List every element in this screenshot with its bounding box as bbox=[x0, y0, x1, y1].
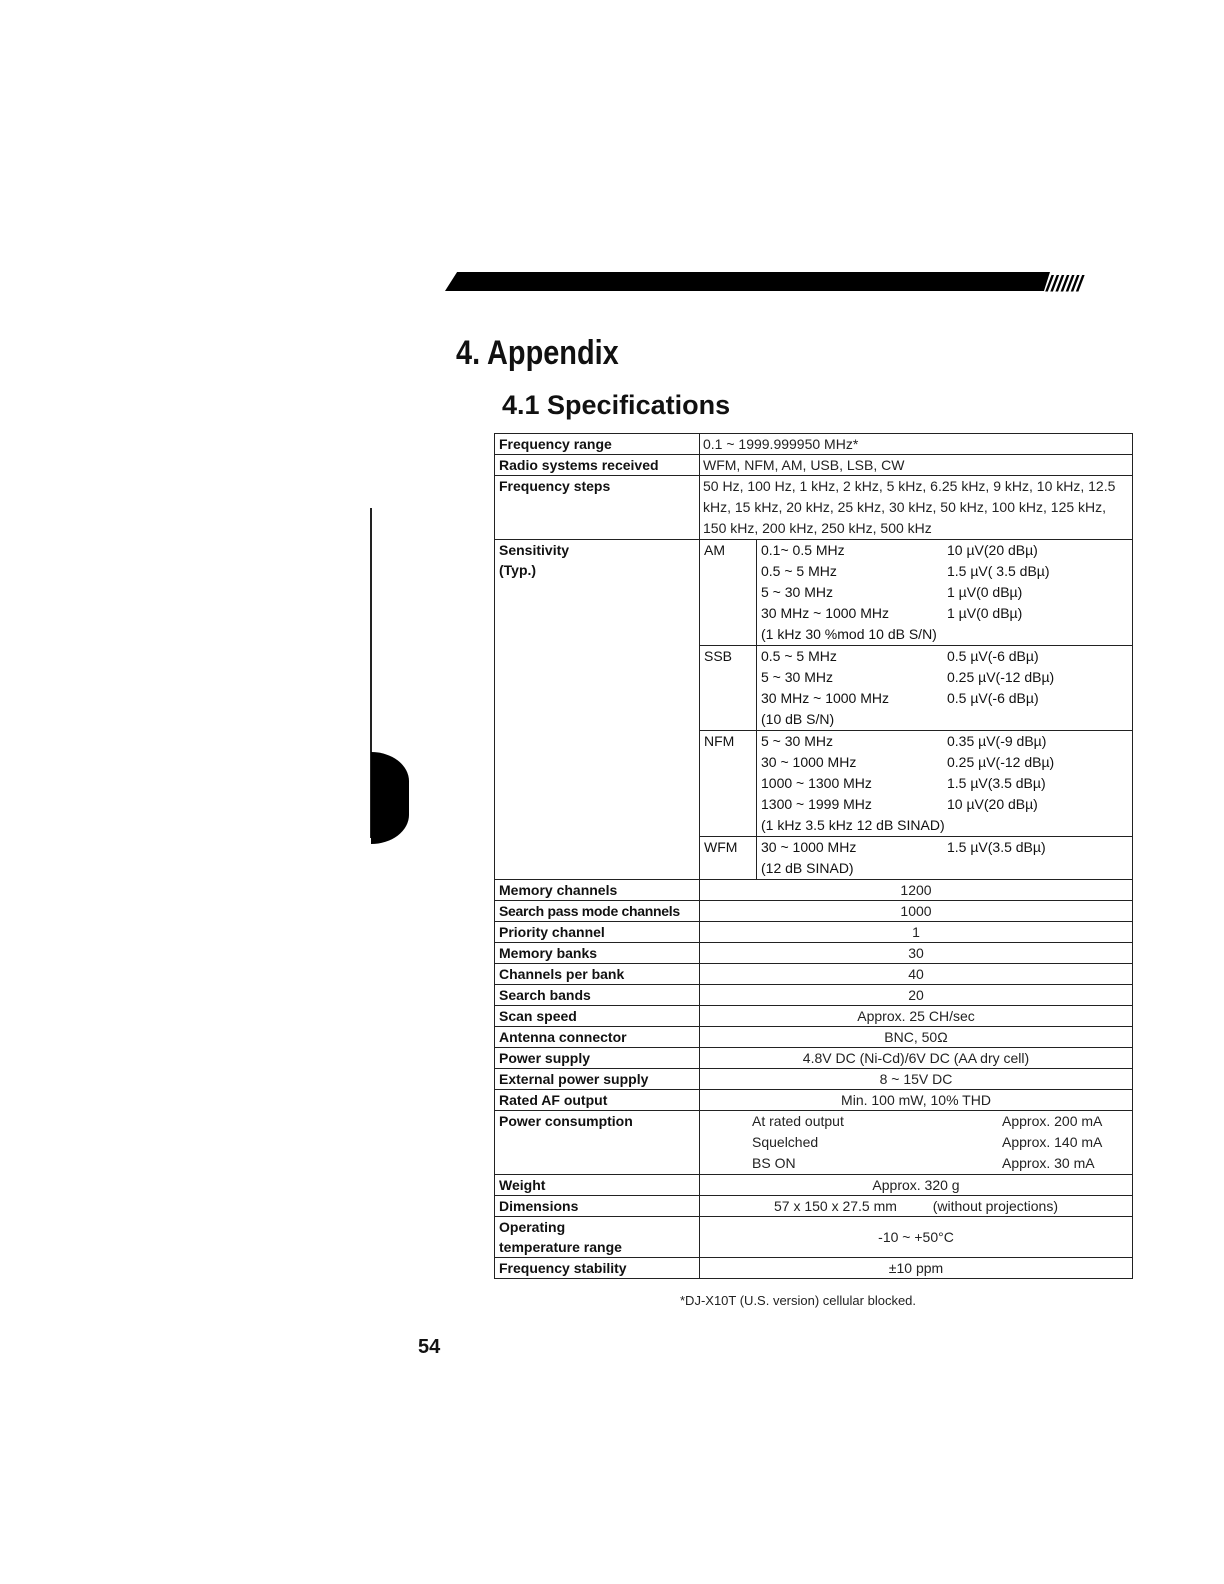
mode-note: (1 kHz 3.5 kHz 12 dB SINAD) bbox=[761, 817, 945, 833]
list-item bbox=[761, 540, 1132, 561]
spec-label: Frequency stability bbox=[495, 1258, 700, 1279]
table-row bbox=[495, 1069, 1133, 1090]
pc-condition: Squelched bbox=[752, 1134, 819, 1150]
table-row bbox=[495, 1258, 1133, 1279]
sensitivity-value: 1.5 µV(3.5 dBµ) bbox=[947, 839, 1046, 855]
spec-label: Frequency range bbox=[495, 434, 700, 455]
mode-note: (1 kHz 30 %mod 10 dB S/N) bbox=[761, 626, 937, 642]
list-item bbox=[761, 688, 1132, 709]
sensitivity-value: 1 µV(0 dBµ) bbox=[947, 605, 1023, 621]
freq-range: 30 ~ 1000 MHz bbox=[761, 839, 857, 855]
spec-value: 40 bbox=[700, 964, 1133, 985]
freq-range: 5 ~ 30 MHz bbox=[761, 584, 833, 600]
spec-value: 4.8V DC (Ni-Cd)/6V DC (AA dry cell) bbox=[700, 1048, 1133, 1069]
list-item bbox=[761, 667, 1132, 688]
spec-label: Frequency steps bbox=[495, 476, 700, 540]
table-row bbox=[495, 476, 1133, 540]
pc-value: Approx. 200 mA bbox=[1002, 1113, 1103, 1129]
spec-label: Memory channels bbox=[495, 880, 700, 901]
pc-value: Approx. 30 mA bbox=[1002, 1155, 1095, 1171]
sensitivity-value: 1.5 µV( 3.5 dBµ) bbox=[947, 563, 1050, 579]
table-row bbox=[495, 964, 1133, 985]
list-item bbox=[761, 794, 1132, 815]
power-consumption-cell bbox=[700, 1111, 1133, 1175]
table-row bbox=[495, 1048, 1133, 1069]
header-bar bbox=[445, 272, 1050, 291]
mode-block-am bbox=[700, 540, 1132, 646]
side-tab-marker bbox=[371, 752, 409, 844]
spec-value: 8 ~ 15V DC bbox=[700, 1069, 1133, 1090]
spec-label: Search pass mode channels bbox=[495, 901, 700, 922]
header-hatch: /////// bbox=[1046, 271, 1082, 296]
sensitivity-value: 1 µV(0 dBµ) bbox=[947, 584, 1023, 600]
list-item bbox=[700, 1111, 1132, 1132]
mode-name: AM bbox=[700, 540, 757, 645]
mode-rows bbox=[757, 646, 1132, 730]
spec-label: Antenna connector bbox=[495, 1027, 700, 1048]
spec-label: Scan speed bbox=[495, 1006, 700, 1027]
table-row bbox=[495, 434, 1133, 455]
table-row bbox=[495, 880, 1133, 901]
sensitivity-value: 0.25 µV(-12 dBµ) bbox=[947, 754, 1055, 770]
spec-label bbox=[495, 1217, 700, 1258]
table-row bbox=[495, 1006, 1133, 1027]
mode-name: WFM bbox=[700, 837, 757, 879]
mode-block-nfm bbox=[700, 731, 1132, 837]
section-title: 4.1 Specifications bbox=[502, 390, 731, 420]
list-item bbox=[761, 731, 1132, 752]
mode-note: (12 dB SINAD) bbox=[761, 860, 854, 876]
table-row-sensitivity bbox=[495, 540, 1133, 880]
table-row bbox=[495, 1175, 1133, 1196]
freq-range: 30 MHz ~ 1000 MHz bbox=[761, 605, 889, 621]
sensitivity-value: 0.25 µV(-12 dBµ) bbox=[947, 669, 1055, 685]
list-item bbox=[700, 1153, 1132, 1174]
mode-block-ssb bbox=[700, 646, 1132, 731]
spec-value: 1 bbox=[700, 922, 1133, 943]
table-row bbox=[495, 1217, 1133, 1258]
list-item bbox=[761, 582, 1132, 603]
spec-value: Approx. 25 CH/sec bbox=[700, 1006, 1133, 1027]
freq-range: 30 MHz ~ 1000 MHz bbox=[761, 690, 889, 706]
spec-label: Dimensions bbox=[495, 1196, 700, 1217]
table-row bbox=[495, 943, 1133, 964]
pc-condition: BS ON bbox=[752, 1155, 796, 1171]
freq-range: 5 ~ 30 MHz bbox=[761, 733, 833, 749]
sensitivity-value: 0.5 µV(-6 dBµ) bbox=[947, 648, 1039, 664]
spec-value: 20 bbox=[700, 985, 1133, 1006]
mode-note: (10 dB S/N) bbox=[761, 711, 835, 727]
mode-name: SSB bbox=[700, 646, 757, 730]
page-number: 54 bbox=[418, 1336, 441, 1358]
sensitivity-value: 10 µV(20 dBµ) bbox=[947, 542, 1038, 558]
spec-label: Search bands bbox=[495, 985, 700, 1006]
footnote: *DJ-X10T (U.S. version) cellular blocked. bbox=[680, 1293, 917, 1308]
spec-label: Power supply bbox=[495, 1048, 700, 1069]
spec-label: Power consumption bbox=[495, 1111, 700, 1175]
freq-range: 5 ~ 30 MHz bbox=[761, 669, 833, 685]
table-row bbox=[495, 1196, 1133, 1217]
spec-label: Memory banks bbox=[495, 943, 700, 964]
sensitivity-value: 0.35 µV(-9 dBµ) bbox=[947, 733, 1047, 749]
operating-temp-label-2: temperature range bbox=[499, 1239, 622, 1255]
header-rule bbox=[445, 272, 1045, 292]
list-item bbox=[761, 837, 1132, 858]
operating-temp-label: Operating bbox=[499, 1219, 566, 1235]
list-item bbox=[700, 1132, 1132, 1153]
table-row bbox=[495, 1027, 1133, 1048]
table-row bbox=[495, 455, 1133, 476]
dimensions-note: (without projections) bbox=[932, 1198, 1058, 1214]
dimensions-value: 57 x 150 x 27.5 mm bbox=[773, 1198, 897, 1214]
freq-range: 1000 ~ 1300 MHz bbox=[761, 775, 872, 791]
spec-value: WFM, NFM, AM, USB, LSB, CW bbox=[700, 455, 1133, 476]
spec-label: Weight bbox=[495, 1175, 700, 1196]
list-item bbox=[761, 752, 1132, 773]
sensitivity-sublabel: (Typ.) bbox=[499, 562, 537, 578]
spec-label: External power supply bbox=[495, 1069, 700, 1090]
spec-value: 30 bbox=[700, 943, 1133, 964]
spec-value: 0.1 ~ 1999.999950 MHz* bbox=[700, 434, 1133, 455]
sensitivity-label: Sensitivity bbox=[499, 542, 570, 558]
table-row-power-consumption bbox=[495, 1111, 1133, 1175]
spec-value bbox=[700, 1196, 1133, 1217]
table-row bbox=[495, 922, 1133, 943]
table-row bbox=[495, 985, 1133, 1006]
pc-condition: At rated output bbox=[752, 1113, 844, 1129]
spec-value: Approx. 320 g bbox=[700, 1175, 1133, 1196]
spec-label: Priority channel bbox=[495, 922, 700, 943]
sensitivity-value: 0.5 µV(-6 dBµ) bbox=[947, 690, 1039, 706]
spec-value: ±10 ppm bbox=[700, 1258, 1133, 1279]
spec-value: 50 Hz, 100 Hz, 1 kHz, 2 kHz, 5 kHz, 6.25 kHz, 9 kHz, 10 kHz, 12.5 kHz, 15 kHz, 20 kHz, 25 kHz, 30 kHz, 50 kHz, 100 kHz, 125 kHz, 150 kHz, 200 kHz, 250 kHz, 500 kHz bbox=[700, 476, 1133, 540]
sensitivity-value: 10 µV(20 dBµ) bbox=[947, 796, 1038, 812]
freq-range: 0.5 ~ 5 MHz bbox=[761, 563, 837, 579]
freq-range: 1300 ~ 1999 MHz bbox=[761, 796, 872, 812]
freq-range: 0.5 ~ 5 MHz bbox=[761, 648, 837, 664]
spec-value: BNC, 50Ω bbox=[700, 1027, 1133, 1048]
freq-range: 0.1~ 0.5 MHz bbox=[761, 542, 845, 558]
mode-name: NFM bbox=[700, 731, 757, 836]
chapter-title: 4. Appendix bbox=[456, 334, 619, 372]
table-row bbox=[495, 1090, 1133, 1111]
list-item bbox=[761, 561, 1132, 582]
mode-rows bbox=[757, 540, 1132, 645]
freq-range: 30 ~ 1000 MHz bbox=[761, 754, 857, 770]
mode-rows bbox=[757, 837, 1132, 879]
mode-rows bbox=[757, 731, 1132, 836]
sensitivity-value: 1.5 µV(3.5 dBµ) bbox=[947, 775, 1046, 791]
spec-label: Channels per bank bbox=[495, 964, 700, 985]
mode-block-wfm bbox=[700, 837, 1132, 879]
specifications-table bbox=[494, 433, 1133, 1279]
spec-value: 1200 bbox=[700, 880, 1133, 901]
list-item bbox=[761, 603, 1132, 624]
spec-value: 1000 bbox=[700, 901, 1133, 922]
pc-value: Approx. 140 mA bbox=[1002, 1134, 1103, 1150]
list-item bbox=[761, 773, 1132, 794]
spec-value: Min. 100 mW, 10% THD bbox=[700, 1090, 1133, 1111]
table-row bbox=[495, 901, 1133, 922]
list-item bbox=[761, 646, 1132, 667]
spec-value: -10 ~ +50°C bbox=[700, 1217, 1133, 1258]
spec-label: Radio systems received bbox=[495, 455, 700, 476]
sensitivity-cell bbox=[700, 540, 1133, 880]
spec-label bbox=[495, 540, 700, 880]
spec-label: Rated AF output bbox=[495, 1090, 700, 1111]
